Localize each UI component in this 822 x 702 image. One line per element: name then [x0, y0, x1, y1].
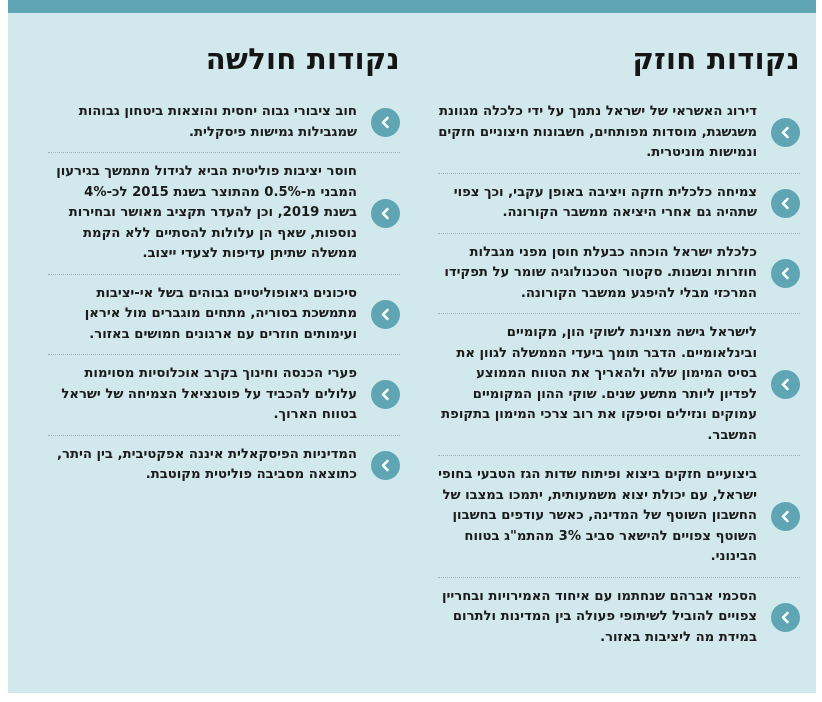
strength-item — [438, 93, 800, 174]
chevron-left-circle-icon — [771, 370, 800, 399]
infographic-panel — [8, 0, 816, 693]
chevron-left-circle-icon — [771, 189, 800, 218]
strength-text: כלכלת ישראל הוכחה כבעלת חוסן מפני מגבלות חוזרות ונשנות. סקטור הטכנולוגיה שומר על תפקידו המרכזי מבלי להיפגע ממשבר הקורונה. — [444, 244, 757, 301]
chevron-left-circle-icon — [771, 118, 800, 147]
chevron-left-circle-icon — [371, 451, 400, 480]
weakness-item — [48, 93, 400, 153]
weakness-text: סיכונים גיאופוליטיים גבוהים בשל אי-יציבות מתמשכת בסוריה, מתחים מוגברים מול איראן ועימותים חוזרים עם ארגונים חמושים באזור. — [84, 285, 357, 342]
strength-item — [438, 456, 800, 578]
strength-text: צמיחה כלכלית חזקה ויציבה באופן עקבי, וכך צפוי שתהיה גם אחרי היציאה ממשבר הקורונה. — [453, 184, 757, 220]
strength-text: לישראל גישה מצוינת לשוקי הון, מקומיים ובינלאומיים. הדבר תומך ביעדי הממשלה לגוון את בסיס המימון שלה ולהאריך את הטווח הממוצע לפדיון ליותר מתשע שנים. שוקי ההון המקומיים עמוקים ונזילים וסיפקו את רוב צרכי המימון בתקופת המשבר. — [441, 325, 757, 443]
strength-item — [438, 234, 800, 315]
strengths-list — [438, 93, 800, 657]
chevron-left-circle-icon — [771, 603, 800, 632]
chevron-left-circle-icon — [371, 199, 400, 228]
strengths-column — [438, 13, 800, 657]
strength-item — [438, 578, 800, 658]
weakness-item — [48, 275, 400, 356]
weaknesses-title: נקודות חולשה — [205, 42, 400, 76]
chevron-left-circle-icon — [771, 259, 800, 288]
chevron-left-circle-icon — [371, 300, 400, 329]
weaknesses-column — [48, 13, 400, 495]
weakness-text: פערי הכנסה וחינוך בקרב אוכלוסיות מסוימות עלולים להכביד על פוטנציאל הצמיחה של ישראל בטווח הארוך. — [61, 366, 357, 422]
weaknesses-list — [48, 93, 400, 495]
chevron-left-circle-icon — [371, 380, 400, 409]
strength-text: הסכמי אברהם שנחתמו עם איחוד האמירויות ובחריין צפויים להוביל לשיתופי פעולה בין המדינות ולתרום במידת מה ליציבות באזור. — [441, 588, 757, 645]
chevron-left-circle-icon — [771, 502, 800, 531]
strength-text: ביצועיים חזקים ביצוא ופיתוח שדות הגז הטבעי בחופי ישראל, עם יכולת יצוא משמעותית, יתמכו במצבו של החשבון השוטף של המדינה, כאשר עודפים בחשבון השוטף צפויים להישאר סביב 3% מהתמ"ג בטווח הבינוני. — [438, 467, 757, 564]
weakness-item — [48, 436, 400, 495]
strength-text: דירוג האשראי של ישראל נתמך על ידי כלכלה מגוונת משגשגת, מוסדות מפותחים, חשבונות חיצוניים חזקים ונמישות מוניטרית. — [438, 104, 757, 160]
top-accent-bar — [8, 0, 816, 13]
weakness-text: חוב ציבורי גבוה יחסית והוצאות ביטחון גבוהות שמגבילות גמישות פיסקלית. — [78, 104, 357, 140]
weakness-item — [48, 153, 400, 275]
weakness-text: המדיניות הפיסקאלית איננה אפקטיבית, בין היתר, כתוצאה מסביבה פוליטית מקוטבת. — [57, 446, 357, 482]
strengths-title: נקודות חוזק — [632, 42, 800, 76]
weakness-item — [48, 355, 400, 436]
weakness-text: חוסר יציבות פוליטית הביא לגידול מתמשך בגירעון המבני מ-0.5% מהתוצר בשנת 2015 לכ-4% בשנת 2019, וכן להעדר תקציב מאושר ובחירות נוספות, שאף הן עלולות להסתיים ללא הקמת ממשלה שתיתן עדיפות לצעדי ייצוב. — [56, 164, 357, 261]
strength-item — [438, 314, 800, 456]
strength-item — [438, 174, 800, 234]
chevron-left-circle-icon — [371, 108, 400, 137]
